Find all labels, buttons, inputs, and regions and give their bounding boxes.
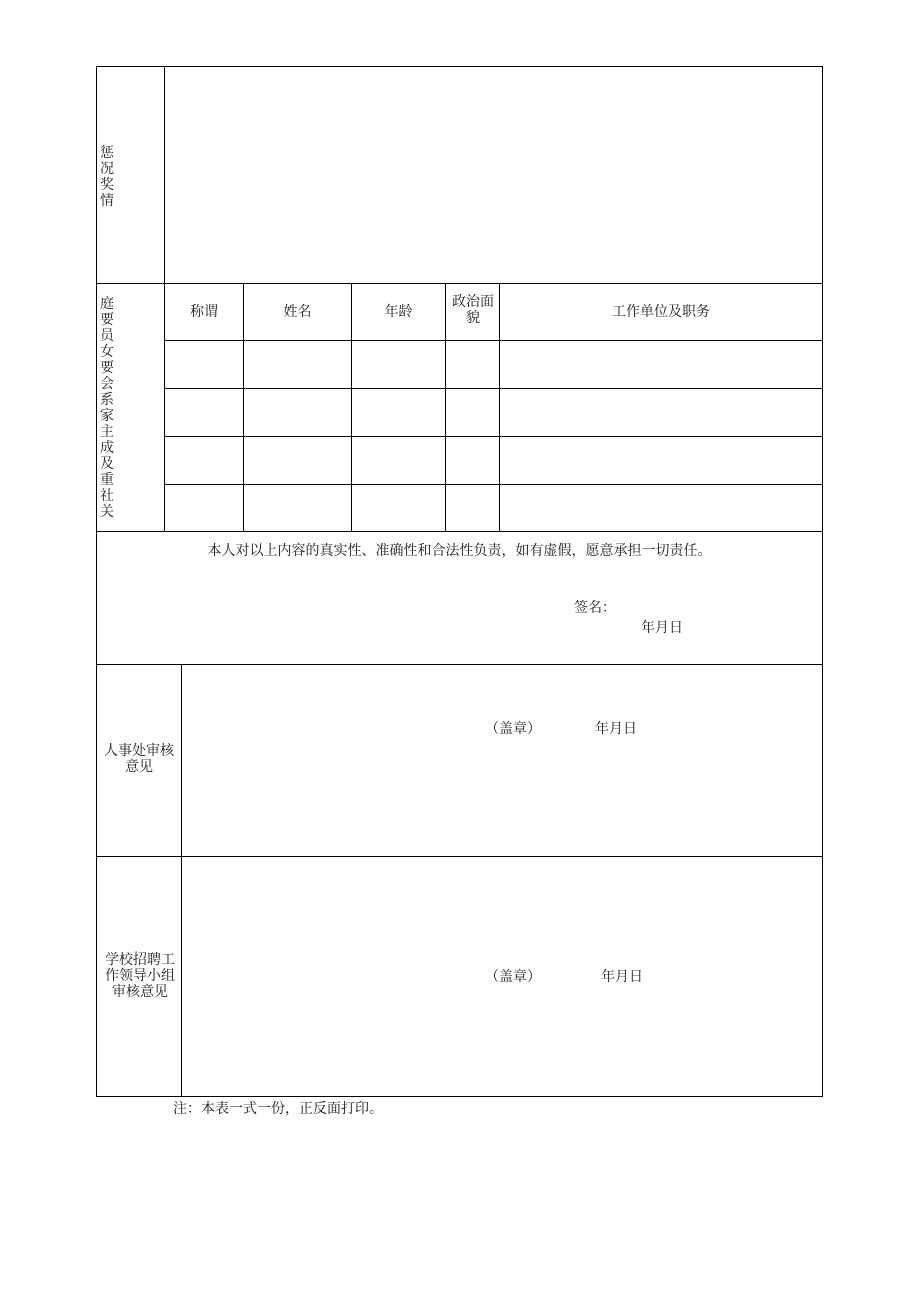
row-divider: [165, 484, 822, 485]
hr-review-date: 年月日: [595, 721, 637, 737]
row-divider: [97, 531, 822, 532]
hr-review-seal: （盖章）: [485, 721, 541, 737]
header-name: 姓名: [283, 304, 312, 320]
row-divider: [97, 856, 822, 857]
committee-review-label: 学校招聘工作领导小组审核意见: [105, 952, 175, 1000]
row-divider: [165, 340, 822, 341]
header-title: 称谓: [190, 304, 218, 320]
header-age: 年龄: [384, 304, 413, 320]
header-workplace: 工作单位及职务: [612, 304, 710, 320]
family-label: 庭要员女要会系家主成及重社关: [100, 296, 114, 520]
col-divider: [351, 284, 352, 532]
row-divider: [165, 436, 822, 437]
committee-review-date: 年月日: [601, 969, 643, 985]
hr-review-label: 人事处审核意见: [104, 743, 174, 775]
awards-label: 惩况奖情: [100, 145, 114, 209]
row-divider: [165, 388, 822, 389]
declaration-date: 年月日: [641, 620, 683, 636]
committee-review-seal: （盖章）: [485, 969, 541, 985]
awards-content-cell[interactable]: [165, 67, 822, 283]
signature-label: 签名：: [574, 600, 616, 616]
footnote: 注：本表一式一份，正反面打印。: [173, 1101, 383, 1117]
col-divider: [445, 284, 446, 532]
form-table: [96, 66, 823, 1097]
row-divider: [97, 664, 822, 665]
row-divider: [97, 283, 822, 284]
header-political-status: 政治面貌: [452, 294, 494, 326]
declaration-statement: 本人对以上内容的真实性、准确性和合法性负责，如有虚假，愿意承担一切责任。: [207, 543, 712, 559]
col-divider: [499, 284, 500, 532]
col-divider: [243, 284, 244, 532]
review-label-divider: [181, 665, 182, 1096]
